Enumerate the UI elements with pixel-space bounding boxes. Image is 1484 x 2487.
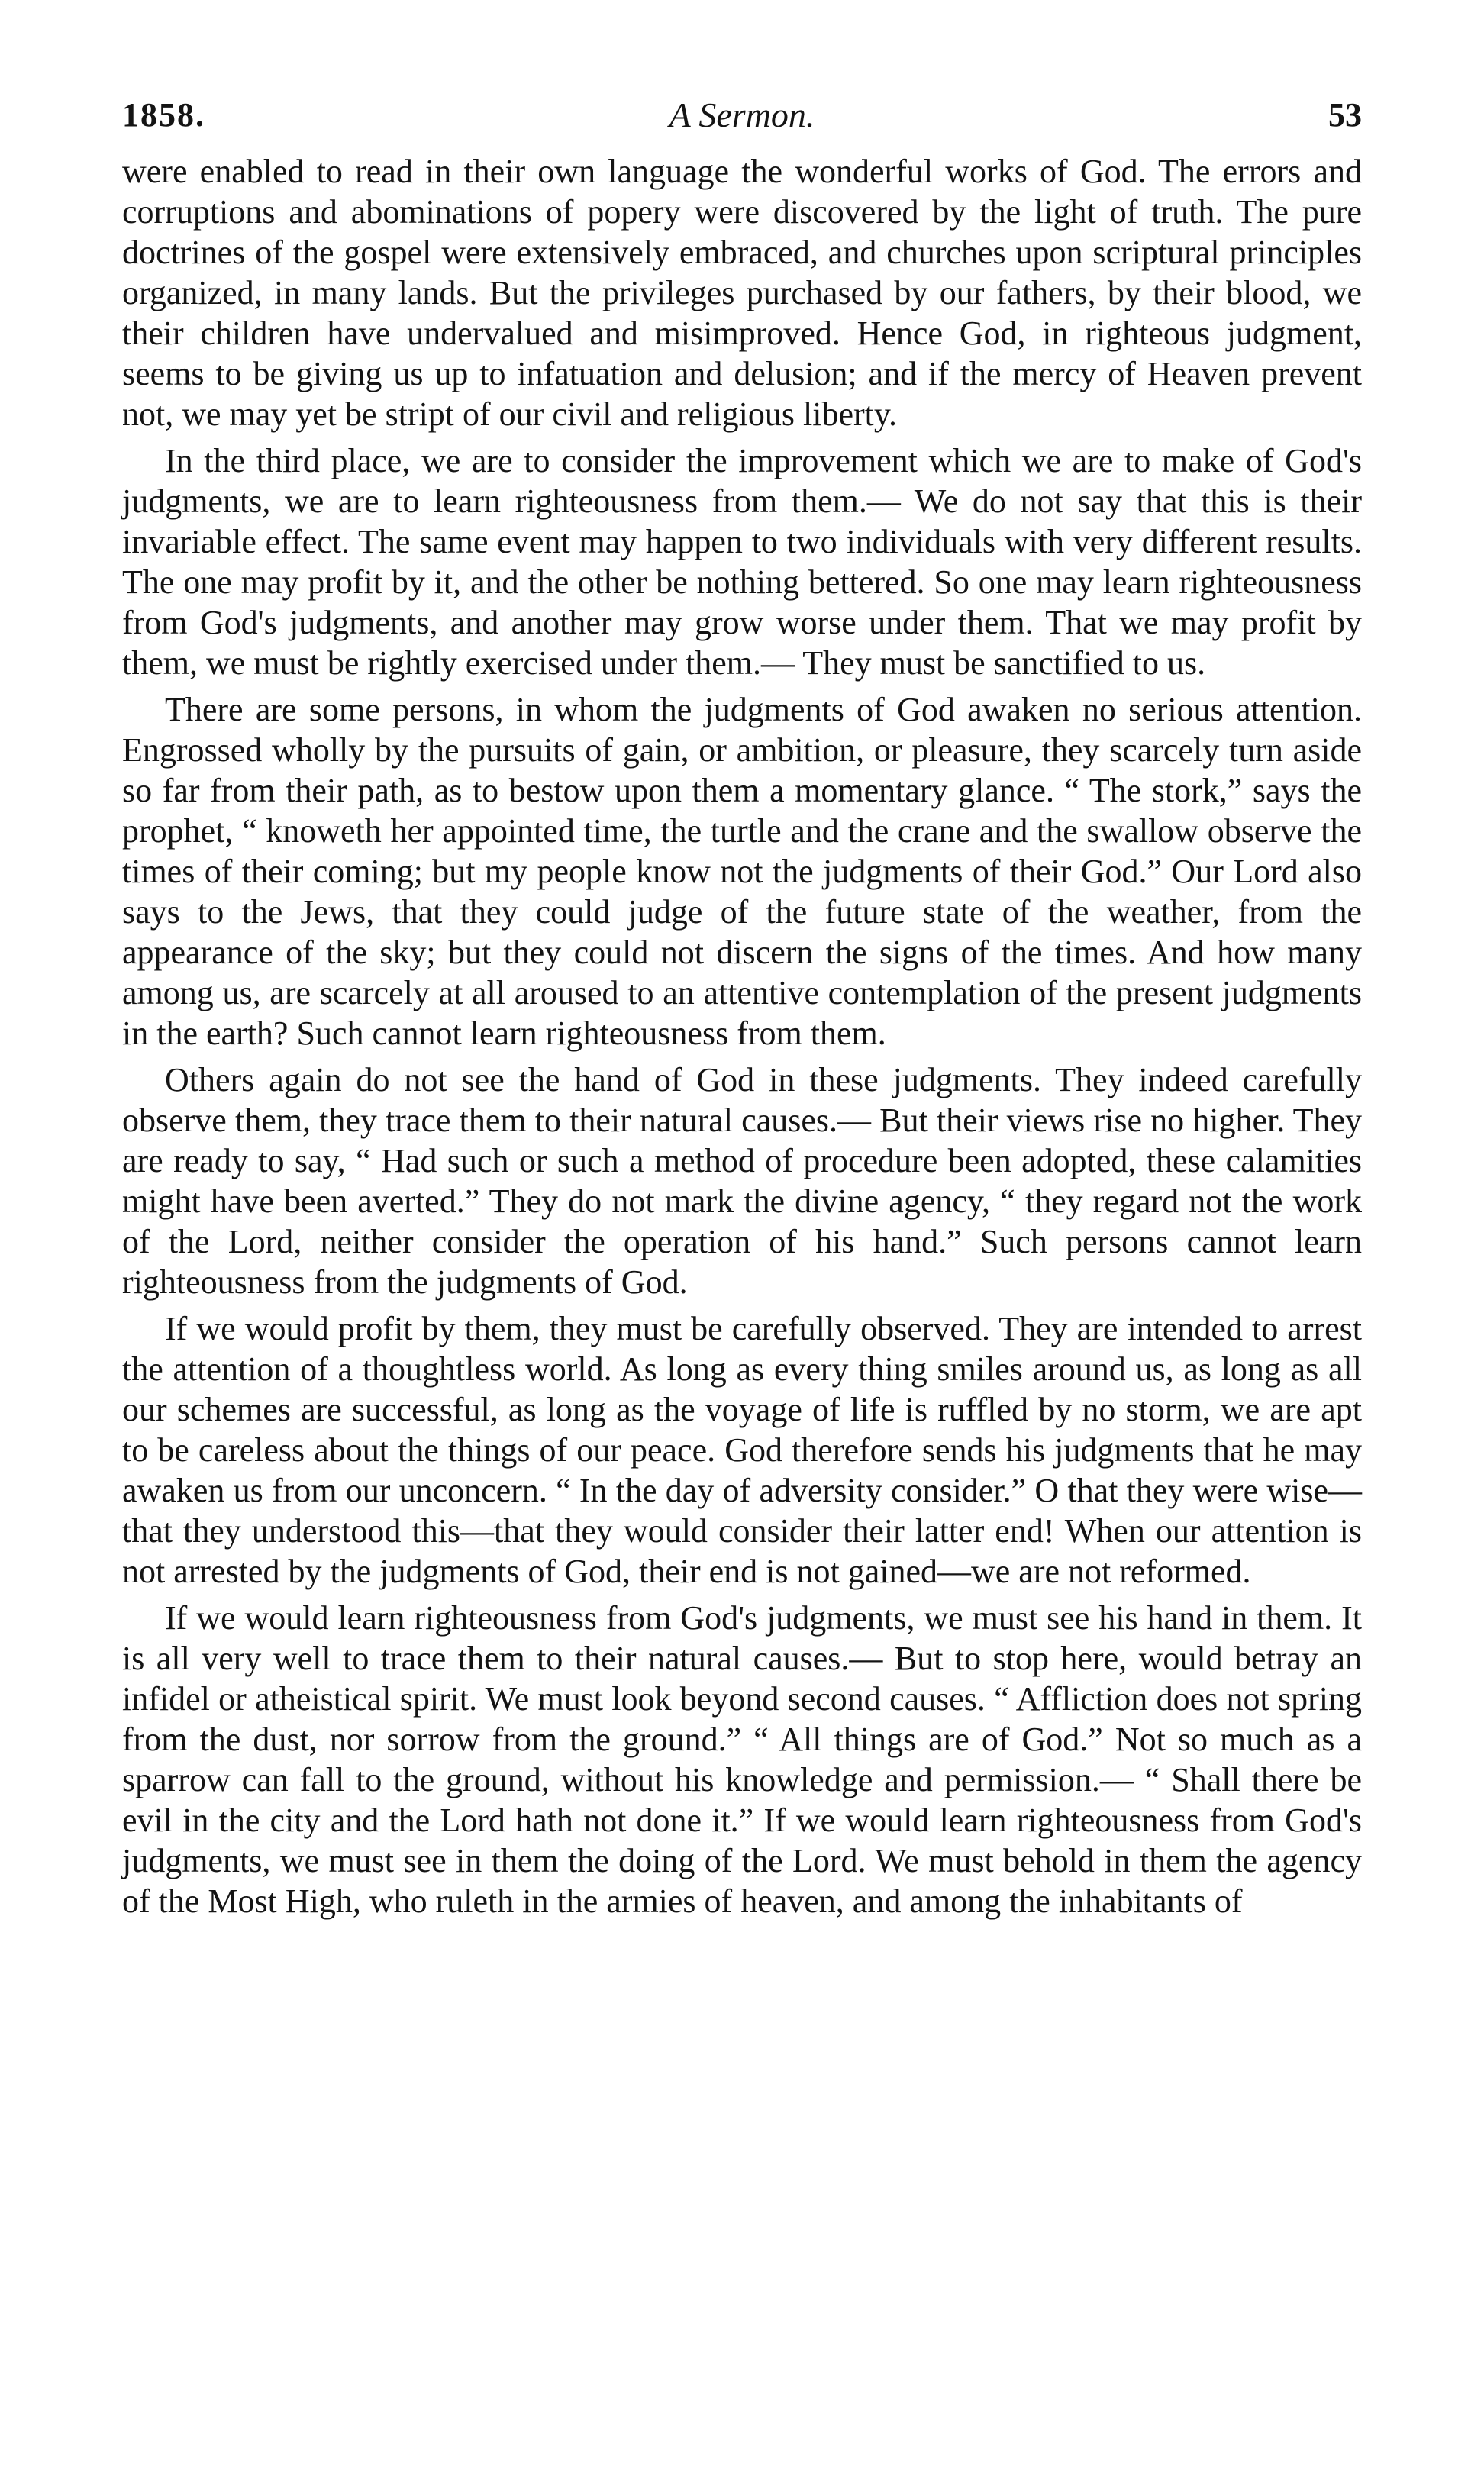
- page-number: 53: [1328, 96, 1362, 134]
- running-head: [122, 90, 1362, 140]
- paragraph-natural-causes: Others again do not see the hand of God in these judgments. They indeed carefully observe them, they trace them to their natural causes.— But their views rise no higher. They are ready to say, “ Had such or such a method of procedure been adopted, these calamities might have been averted.” They do not mark the divine agency, “ they regard not the work of the Lord, neither consider the operation of his hand.” Such persons cannot learn righteousness from the judgments of God.: [122, 1061, 1362, 1301]
- running-head-title: A Sermon.: [669, 95, 815, 134]
- paragraph-improvement: In the third place, we are to consider the improvement which we are to make of God's judgments, we are to learn righteousness from them.— We do not say that this is their invariable effect. The same event may happen to two individuals with very different results. The one may profit by it, and the other be nothing bettered. So one may learn righteousness from God's judgments, and another may grow worse under them. That we may profit by them, we must be rightly exercised under them.— They must be sanctified to us.: [122, 442, 1362, 682]
- paragraph-carefully-observed: If we would profit by them, they must be carefully observed. They are intended to arrest the attention of a thoughtless world. As long as every thing smiles around us, as long as all our schemes are successful, as long as the voyage of life is ruffled by no storm, we are apt to be careless about the things of our peace. God therefore sends his judgments that he may awaken us from our unconcern. “ In the day of adversity consider.” O that they were wise—that they understood this—that they would consider their latter end! When our attention is not arrested by the judgments of God, their end is not gained—we are not reformed.: [122, 1310, 1362, 1590]
- body-text: [122, 151, 1362, 1921]
- running-head-year: 1858.: [122, 96, 205, 134]
- paragraph-continued: were enabled to read in their own language the wonderful works of God. The errors and corruptions and abominations of popery were discovered by the light of truth. The pure doctrines of the gospel were extensively embraced, and churches upon scriptural principles organized, in many lands. But the privileges purchased by our fathers, by their blood, we their children have undervalued and misimproved. Hence God, in righteous judgment, seems to be giving us up to infatuation and delusion; and if the mercy of Heaven prevent not, we may yet be stript of our civil and religious liberty.: [122, 153, 1362, 433]
- paragraph-inattentive-persons: There are some persons, in whom the judgments of God awaken no serious attention. Engrossed wholly by the pursuits of gain, or ambition, or pleasure, they scarcely turn aside so far from their path, as to bestow upon them a momentary glance. “ The stork,” says the prophet, “ knoweth her appointed time, the turtle and the crane and the swallow observe the times of their coming; but my people know not the judgments of their God.” Our Lord also says to the Jews, that they could judge of the future state of the weather, from the appearance of the sky; but they could not discern the signs of the times. And how many among us, are scarcely at all aroused to an attentive contemplation of the present judgments in the earth? Such cannot learn righteousness from them.: [122, 691, 1362, 1052]
- paragraph-see-his-hand: If we would learn righteousness from God's judgments, we must see his hand in them. It is all very well to trace them to their natural causes.— But to stop here, would betray an infidel or atheistical spirit. We must look beyond second causes. “ Affliction does not spring from the dust, nor sorrow from the ground.” “ All things are of God.” Not so much as a sparrow can fall to the ground, without his knowledge and permission.— “ Shall there be evil in the city and the Lord hath not done it.” If we would learn righteousness from God's judgments, we must see in them the doing of the Lord. We must behold in them the agency of the Most High, who ruleth in the armies of heaven, and among the inhabitants of: [122, 1599, 1362, 1920]
- book-page: [122, 90, 1362, 1921]
